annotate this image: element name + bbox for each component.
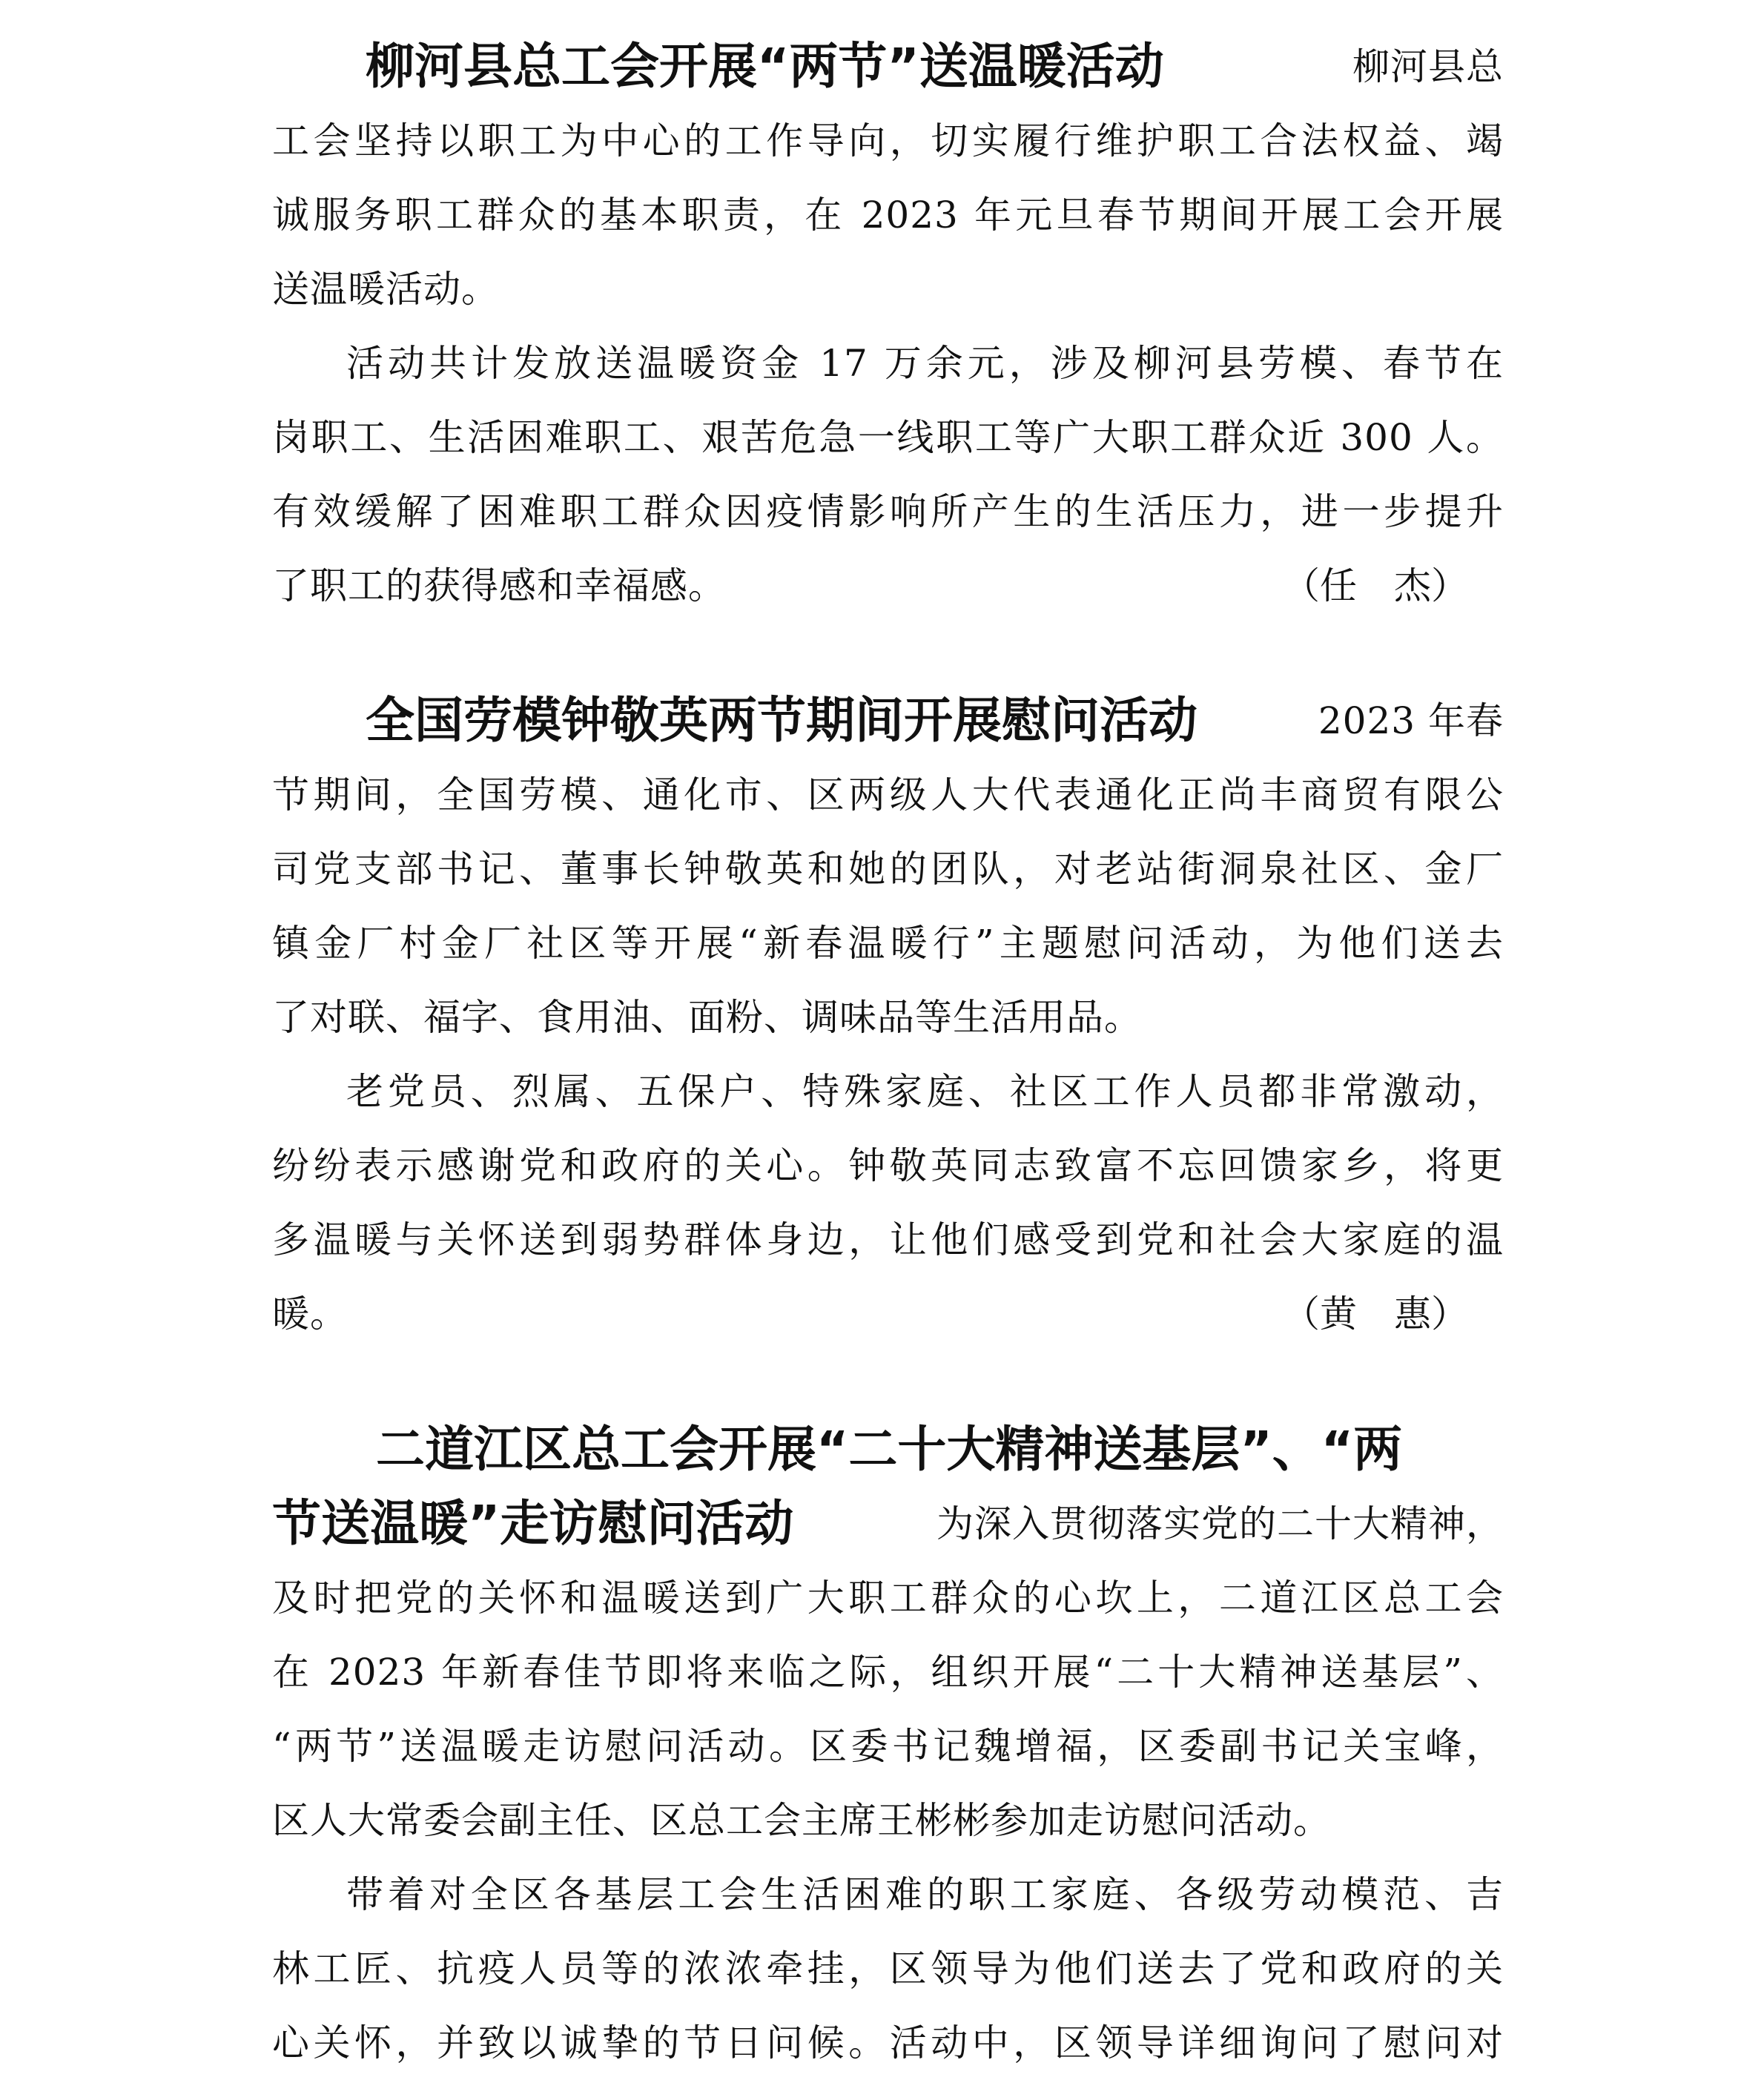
article-2-body-line	[272, 1277, 1504, 1351]
article-2-body-line: 多温暖与关怀送到弱势群体身边，让他们感受到党和社会大家庭的温	[272, 1218, 1504, 1261]
article-3-heading-line-1	[272, 1413, 1504, 1487]
article-2-author-close: 惠）	[1394, 1292, 1468, 1336]
article-2-body-line: 节期间，全国劳模、通化市、区两级人大代表通化正尚丰商贸有限公	[272, 773, 1504, 816]
article-2-author	[1283, 1277, 1468, 1351]
article-2	[272, 684, 1504, 1351]
article-1-body-line: 活动共计发放送温暖资金 17 万余元，涉及柳河县劳模、春节在	[346, 342, 1504, 385]
article-2-headline: 全国劳模钟敬英两节期间开展慰问活动	[366, 692, 1198, 749]
article-1-headline: 柳河县总工会开展“两节”送温暖活动	[366, 38, 1164, 95]
article-3-body-line: “两节”送温暖走访慰问活动。区委书记魏增福，区委副书记关宝峰，	[272, 1725, 1504, 1768]
article-1-closing-text: 了职工的获得感和幸福感。	[272, 564, 726, 607]
article-2-lead: 2023 年春	[1318, 699, 1504, 742]
article-1-body-line: 诚服务职工群众的基本职责，在 2023 年元旦春节期间开展工会开展	[272, 194, 1504, 237]
article-2-body-line: 纷纷表示感谢党和政府的关心。钟敬英同志致富不忘回馈家乡，将更	[272, 1144, 1504, 1187]
article-3-body-line: 心关怀，并致以诚挚的节日问候。活动中，区领导详细询问了慰问对	[272, 2021, 1504, 2064]
article-1-heading-line	[272, 30, 1504, 104]
article-1-author-close: 杰）	[1394, 564, 1468, 607]
article-1-body-line: 有效缓解了困难职工群众因疫情影响所产生的生活压力，进一步提升	[272, 490, 1504, 533]
article-1-body-line	[272, 549, 1504, 623]
article-2-body-line: 司党支部书记、董事长钟敬英和她的团队，对老站街洞泉社区、金厂	[272, 848, 1504, 891]
article-2-heading-line	[272, 684, 1504, 758]
article-3-body-line: 在 2023 年新春佳节即将来临之际，组织开展“二十大精神送基层”、	[272, 1651, 1504, 1694]
article-2-body-line: 老党员、烈属、五保户、特殊家庭、社区工作人员都非常激动，	[346, 1070, 1504, 1113]
article-3-headline-part-1: 二道江区总工会开展“二十大精神送基层”、“两	[376, 1421, 1403, 1478]
article-1-body-line: 送温暖活动。	[272, 268, 499, 311]
article-2-closing-text: 暖。	[272, 1292, 348, 1336]
article-1-author	[1283, 549, 1468, 623]
article-3-body-line: 区人大常委会副主任、区总工会主席王彬彬参加走访慰问活动。	[272, 1799, 1331, 1842]
article-2-body-line: 了对联、福字、食用油、面粉、调味品等生活用品。	[272, 996, 1142, 1039]
article-3-lead: 为深入贯彻落实党的二十大精神，	[936, 1502, 1504, 1545]
article-1-lead: 柳河县总	[1352, 45, 1504, 88]
article-3-body-line: 林工匠、抗疫人员等的浓浓牵挂，区领导为他们送去了党和政府的关	[272, 1947, 1504, 1990]
article-3-body-line: 及时把党的关怀和温暖送到广大职工群众的心坎上，二道江区总工会	[272, 1576, 1504, 1620]
article-3-headline-part-2: 节送温暖”走访慰问活动	[272, 1495, 794, 1552]
article-1-body-line: 岗职工、生活困难职工、艰苦危急一线职工等广大职工群众近 300 人。	[272, 416, 1504, 459]
article-1-author-open: （任	[1283, 564, 1357, 607]
article-3-heading-line-2	[272, 1487, 1504, 1561]
article-1	[272, 30, 1504, 623]
article-1-body-line: 工会坚持以职工为中心的工作导向，切实履行维护职工合法权益、竭	[272, 119, 1504, 162]
article-2-author-open: （黄	[1283, 1292, 1357, 1336]
article-3-body-line: 带着对全区各基层工会生活困难的职工家庭、各级劳动模范、吉	[346, 1873, 1504, 1916]
article-3	[272, 1413, 1504, 2065]
article-2-body-line: 镇金厂村金厂社区等开展“新春温暖行”主题慰问活动，为他们送去	[272, 922, 1504, 965]
